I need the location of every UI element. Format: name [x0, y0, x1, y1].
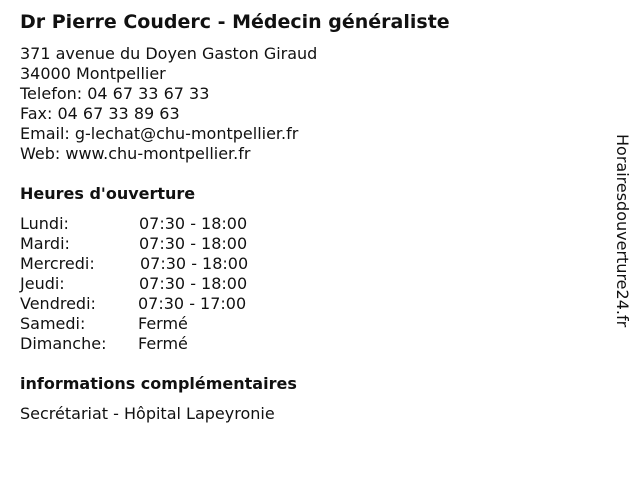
hours-value: 07:30 - 18:00 [139, 274, 248, 293]
day-label: Lundi: [20, 214, 69, 233]
hours-value: 07:30 - 17:00 [138, 294, 247, 313]
day-label: Vendredi: [20, 294, 96, 313]
hours-value: Fermé [138, 334, 188, 353]
day-label: Dimanche: [20, 334, 107, 353]
day-label: Samedi: [20, 314, 86, 333]
day-label: Jeudi: [20, 274, 65, 293]
page-title: Dr Pierre Couderc - Médecin généraliste [20, 11, 450, 33]
web-text: Web: www.chu-montpellier.fr [20, 144, 251, 163]
email-text: Email: g-lechat@chu-montpellier.fr [20, 124, 299, 143]
contact-block [20, 44, 317, 164]
additional-info-heading: informations complémentaires [20, 374, 297, 393]
hours-value: 07:30 - 18:00 [139, 214, 248, 233]
hours-value: 07:30 - 18:00 [140, 254, 249, 273]
day-label: Mardi: [20, 234, 70, 253]
day-label: Mercredi: [20, 254, 95, 273]
address-line-city: 34000 Montpellier [20, 64, 166, 83]
hours-value: 07:30 - 18:00 [139, 234, 248, 253]
hours-value: Fermé [138, 314, 188, 333]
address-line-street: 371 avenue du Doyen Gaston Giraud [20, 44, 318, 63]
fax-text: Fax: 04 67 33 89 63 [20, 104, 180, 123]
additional-info-text: Secrétariat - Hôpital Lapeyronie [20, 404, 275, 423]
site-watermark: Horairesdouverture24.fr [613, 134, 632, 328]
opening-hours-heading: Heures d'ouverture [20, 184, 196, 203]
phone-text: Telefon: 04 67 33 67 33 [20, 84, 210, 103]
